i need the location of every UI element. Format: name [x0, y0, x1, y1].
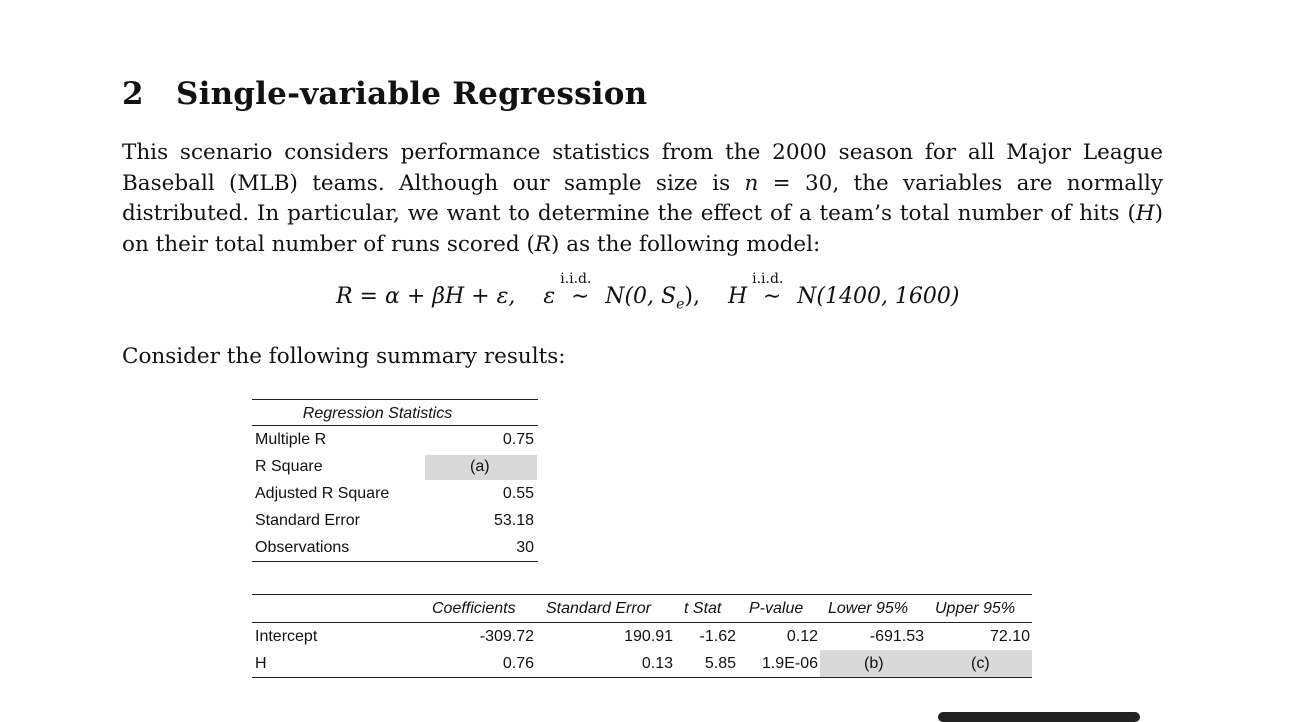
section-title: Single-variable Regression [176, 76, 648, 112]
h-distribution: N(1400, 1600) [797, 284, 960, 309]
column-header: P-value [749, 600, 804, 617]
cell-t-stat: 5.85 [704, 655, 736, 672]
table-row [252, 623, 1032, 650]
section-heading [122, 76, 647, 112]
coefficients-header-row [252, 594, 1032, 623]
intro-paragraph [122, 138, 1163, 260]
row-value: 0.75 [502, 431, 534, 448]
model-formula: R = α + βH + ε, [336, 284, 516, 309]
cell-p-value: 1.9E-06 [761, 655, 818, 672]
h-variable: H [1135, 201, 1155, 226]
section-number: 2 [122, 76, 144, 112]
row-label: Multiple R [255, 431, 327, 448]
epsilon-symbol: ε [543, 284, 556, 309]
epsilon-subscript: e [676, 296, 685, 313]
consider-text: Consider the following summary results: [122, 344, 566, 369]
iid-label-1: i.i.d. [560, 271, 592, 287]
cell-p-value: 0.12 [786, 628, 818, 645]
cell-upper-95: (c) [971, 655, 990, 672]
cell-coefficient: 0.76 [502, 655, 534, 672]
iid-label-2: i.i.d. [752, 271, 784, 287]
column-header: Lower 95% [828, 600, 909, 617]
paragraph-text-4: ) as the following model: [551, 231, 821, 257]
tilde-2: ∼ [762, 284, 782, 309]
row-label: Standard Error [255, 512, 360, 529]
h-symbol: H [727, 284, 748, 309]
row-value: 0.55 [502, 485, 534, 502]
column-header: Upper 95% [935, 600, 1016, 617]
cell-upper-95: 72.10 [989, 628, 1030, 645]
r-variable: R [534, 231, 552, 257]
table-row [252, 480, 538, 507]
table-row [252, 507, 538, 534]
model-equation [336, 271, 960, 313]
cell-standard-error: 0.13 [641, 655, 673, 672]
coefficients-table [252, 594, 1032, 678]
row-label: R Square [255, 458, 323, 475]
table-row [252, 453, 538, 480]
regression-statistics-table [252, 399, 538, 562]
epsilon-distribution: N(0, S [605, 284, 677, 309]
regression-statistics-header: Regression Statistics [252, 399, 538, 426]
paragraph-text-2: = 30, the variables are normally distributed. In particular, we want to determine the effect of a team’s total number of hits ( [122, 170, 1163, 226]
row-label: H [255, 655, 267, 672]
column-header: Coefficients [432, 600, 516, 617]
row-label: Intercept [255, 628, 318, 645]
column-header: Standard Error [546, 600, 651, 617]
n-variable: n [744, 170, 759, 196]
row-label: Adjusted R Square [255, 485, 390, 502]
iid-tilde-2 [752, 271, 790, 309]
paragraph-text-3: ) on their total number of runs scored ( [122, 201, 1163, 257]
table-row [252, 534, 538, 562]
cell-standard-error: 190.91 [624, 628, 673, 645]
cell-coefficient: -309.72 [479, 628, 534, 645]
cell-t-stat: -1.62 [699, 628, 736, 645]
column-header: t Stat [684, 600, 722, 617]
table-row [252, 426, 538, 453]
partial-bottom-element [938, 712, 1140, 722]
epsilon-close: ), [684, 284, 700, 309]
tilde-1: ∼ [570, 284, 590, 309]
row-value: 30 [516, 539, 534, 556]
row-label: Observations [255, 539, 350, 556]
paragraph-text-1: This scenario considers performance statistics from the 2000 season for all Major League Baseball (MLB) teams. Although our sample size is [122, 140, 1163, 196]
cell-lower-95: (b) [864, 655, 884, 672]
table-row [252, 650, 1032, 678]
highlight-cells-b-c [820, 650, 1032, 677]
cell-lower-95: -691.53 [869, 628, 924, 645]
row-value: (a) [470, 458, 490, 475]
iid-tilde-1 [560, 271, 598, 309]
row-value: 53.18 [493, 512, 534, 529]
